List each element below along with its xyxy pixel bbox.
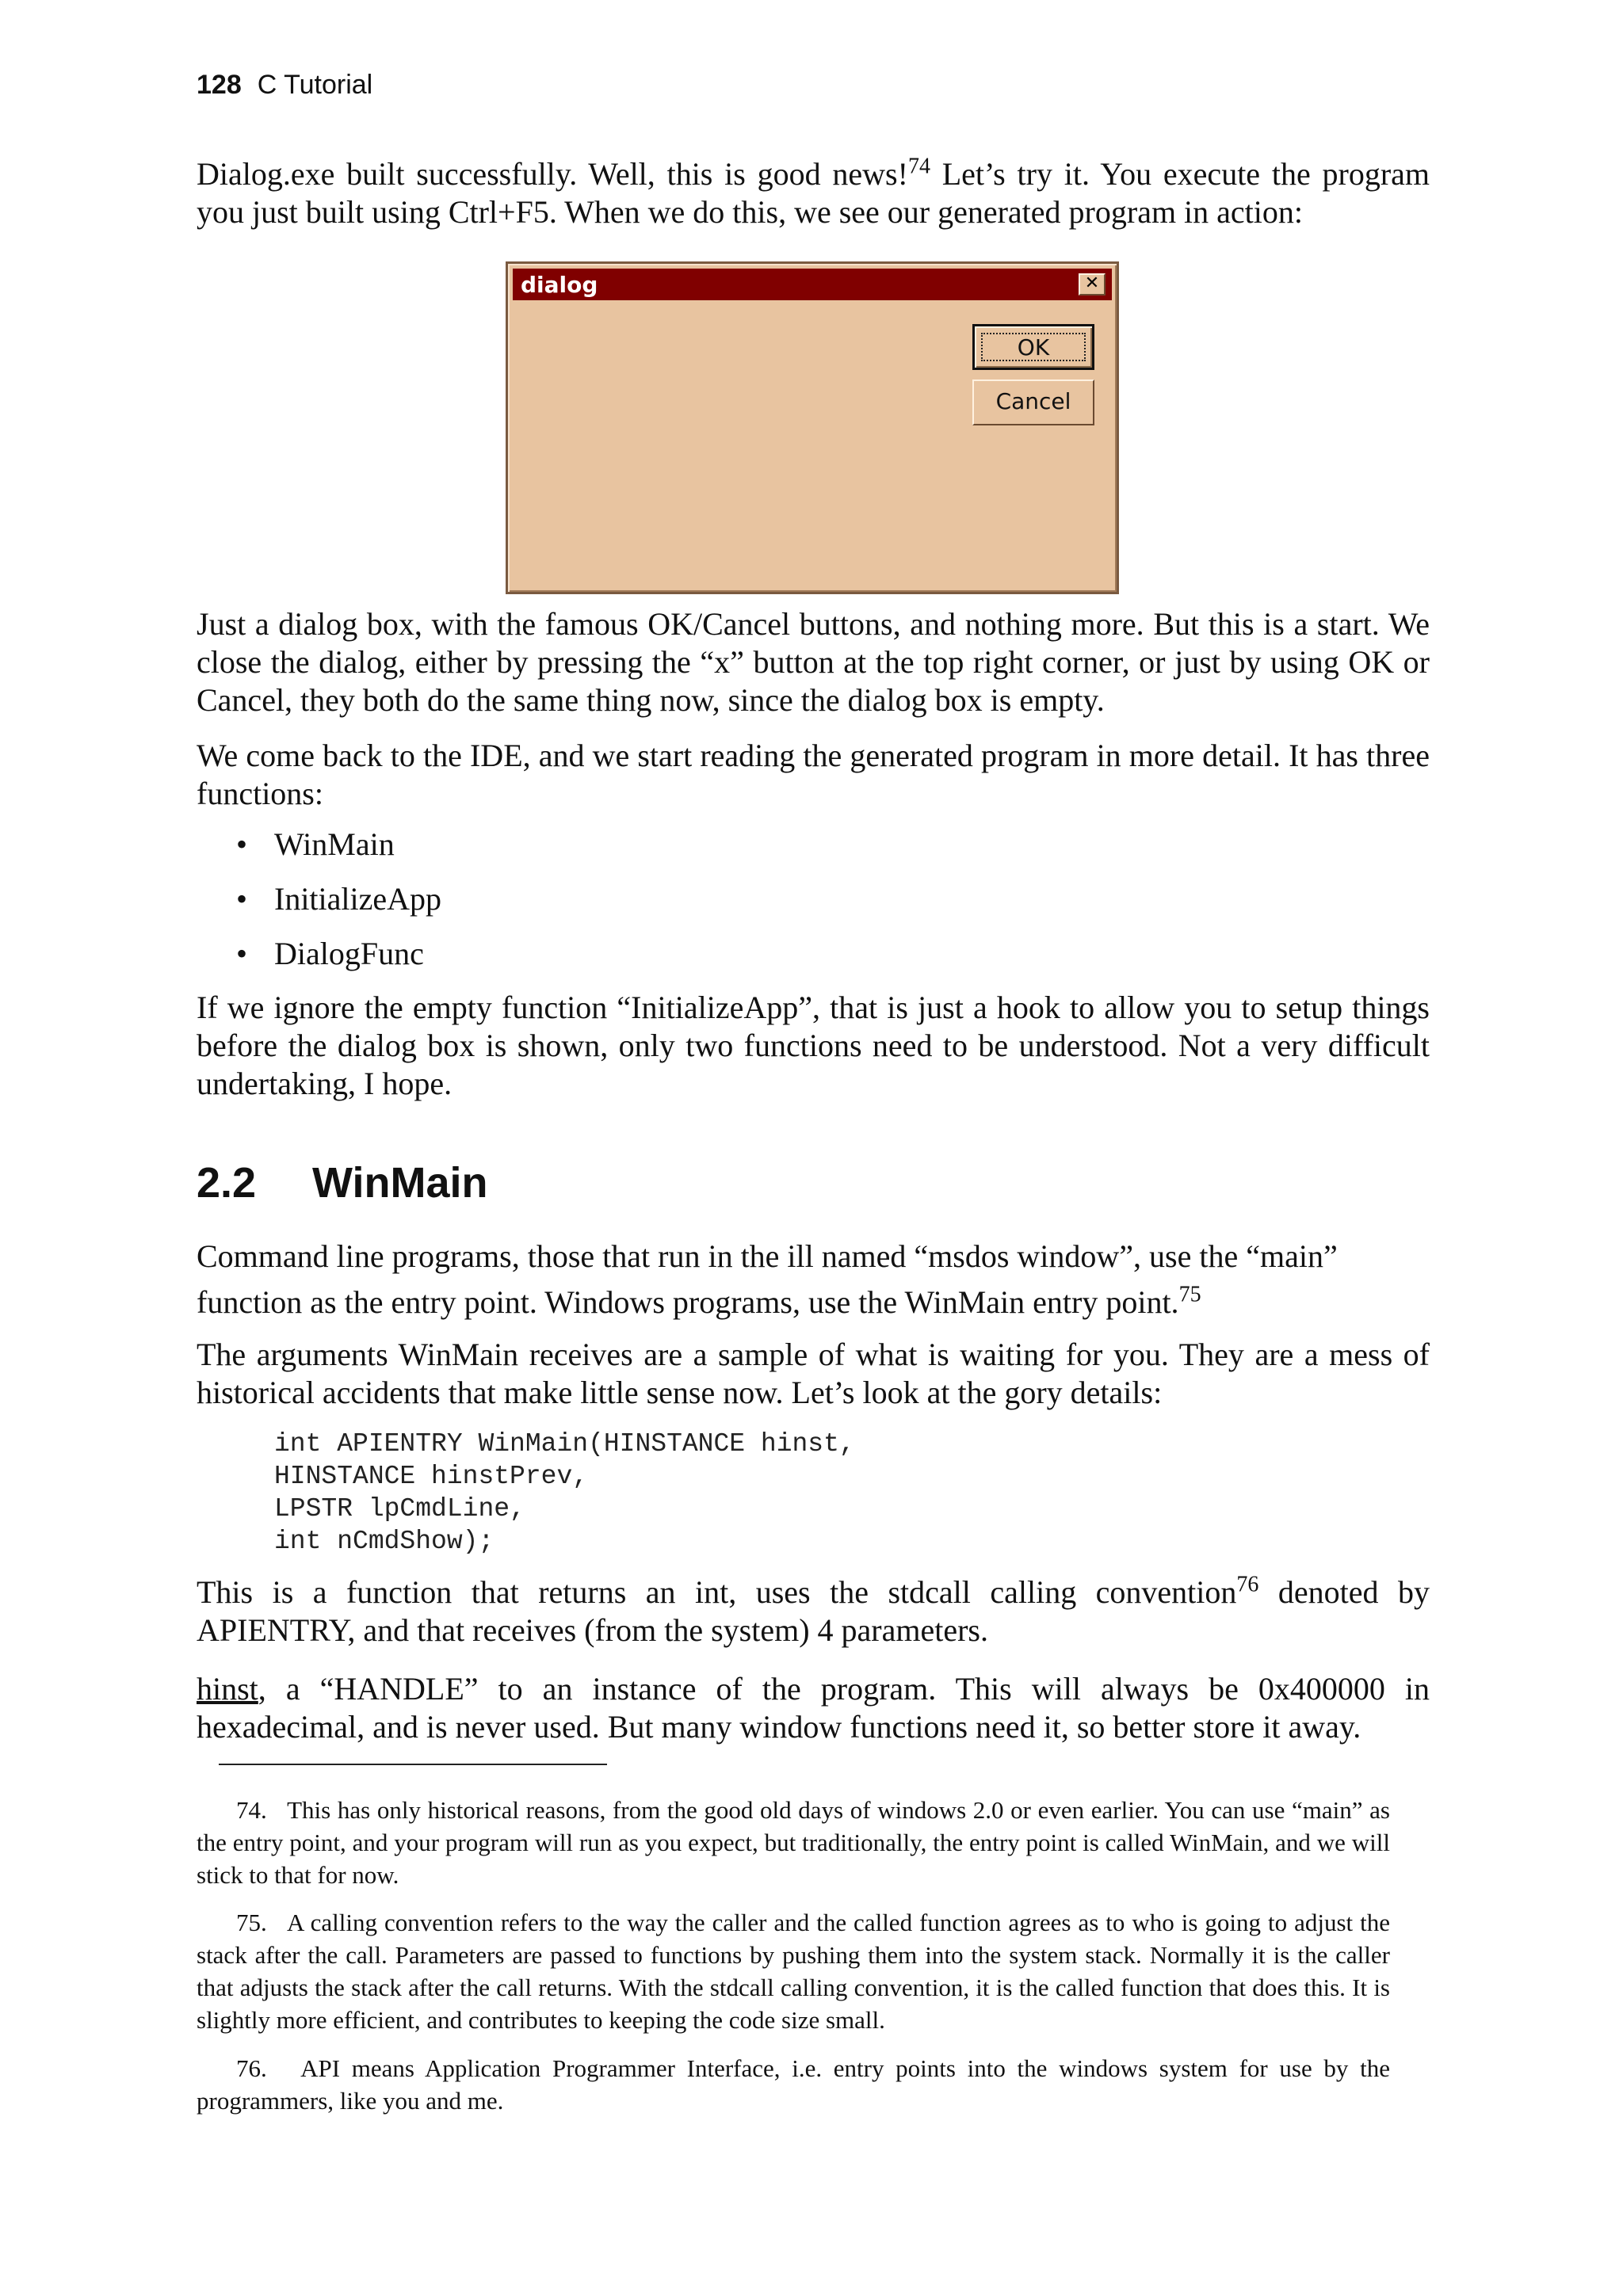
footnote-76: [197, 2052, 1390, 2117]
bullet-icon: •: [236, 936, 248, 971]
footnote-ref-74: 74: [907, 154, 930, 179]
paragraph-hinst: [197, 1670, 1430, 1746]
footnote-ref-76: 76: [1236, 1572, 1259, 1597]
footnote-text: API means Application Programmer Interface, i.e. entry points into the windows system for use by the programmers, like you and me.: [197, 2054, 1390, 2115]
paragraph-three-functions: We come back to the IDE, and we start reading the generated program in more detail. It has three functions:: [197, 738, 1430, 811]
function-list: [197, 826, 441, 990]
ok-button[interactable]: [972, 324, 1094, 370]
footnote-number: 76.: [236, 2054, 267, 2082]
running-title: C Tutorial: [257, 70, 373, 100]
footnote-text: This has only historical reasons, from the good old days of windows 2.0 or even earlier. You can use “main” as the entry point, and your program will run as you expect, but traditionally, the entry point is called WinMain, and we will stick to that for now.: [197, 1796, 1390, 1889]
section-heading: [197, 1158, 487, 1207]
paragraph-text: Dialog.exe built successfully. Well, this is good news!: [197, 156, 908, 192]
footnote-number: 75.: [236, 1909, 267, 1936]
paragraph-line: Command line programs, those that run in the ill named “msdos window”, use the “main”: [197, 1238, 1338, 1274]
close-icon[interactable]: ✕: [1079, 273, 1106, 296]
paragraph-text: function as the entry point. Windows programs, use the WinMain entry point.: [197, 1284, 1179, 1320]
list-item: [197, 826, 441, 880]
paragraph-build-success: [197, 155, 1430, 231]
dialog-titlebar: [513, 269, 1112, 300]
footnote-number: 74.: [236, 1796, 267, 1824]
dialog-window-screenshot: [506, 261, 1119, 594]
footnote-74: [197, 1794, 1390, 1891]
list-item-label: WinMain: [274, 826, 395, 862]
paragraph-line: [197, 1283, 1430, 1322]
list-item-label: InitializeApp: [274, 881, 442, 917]
paragraph-text: Let’s try it. You execute the program you just built using Ctrl+F5. When we do this, we see our generated program in action:: [197, 156, 1430, 230]
bullet-icon: •: [236, 826, 248, 862]
paragraph-initializeapp: If we ignore the empty function “InitializeApp”, that is just a hook to allow you to setup things before the dialog box is shown, only two functions need to be understood. Not a very difficult undertaking, I hope.: [197, 990, 1430, 1101]
section-number: 2.2: [197, 1159, 257, 1207]
bullet-icon: •: [236, 881, 248, 917]
list-item: [197, 880, 441, 935]
paragraph-text: , a “HANDLE” to an instance of the program. This will always be 0x400000 in hexadecimal, and is never used. But many window functions need it, so better store it away.: [197, 1671, 1430, 1745]
cancel-button[interactable]: Cancel: [972, 379, 1094, 425]
paragraph-calling-convention: [197, 1573, 1430, 1650]
section-title: WinMain: [312, 1159, 488, 1207]
footnote-ref-75: 75: [1178, 1282, 1201, 1307]
dialog-title: dialog: [521, 272, 598, 298]
list-item: [197, 935, 441, 990]
footnote-text: A calling convention refers to the way the caller and the called function agrees as to who is going to adjust the stack after the call. Parameters are passed to functions by pushing them into the system stack. Normally it is the caller that adjusts the stack after the call returns. With the stdcall calling convention, it is the called function that does this. It is slightly more efficient, and contributes to keeping the code size small.: [197, 1909, 1390, 2034]
term-hinst: hinst: [197, 1671, 258, 1707]
footnote-divider: [219, 1764, 607, 1765]
list-item-label: DialogFunc: [274, 936, 424, 971]
paragraph-text: denoted by APIENTRY, and that receives (from the system) 4 parameters.: [197, 1574, 1430, 1648]
paragraph-text: This is a function that returns an int, uses the stdcall calling convention: [197, 1574, 1237, 1610]
ok-button-label: OK: [981, 333, 1086, 361]
page-number: 128: [197, 70, 242, 100]
paragraph-entry-point: [197, 1238, 1430, 1322]
footnote-75: [197, 1906, 1390, 2036]
paragraph-dialog-description: Just a dialog box, with the famous OK/Cancel buttons, and nothing more. But this is a start. We close the dialog, either by pressing the “x” button at the top right corner, or just by using OK or Cancel, they both do the same thing now, since the dialog box is empty.: [197, 606, 1430, 718]
paragraph-arguments: The arguments WinMain receives are a sample of what is waiting for you. They are a mess of historical accidents that make little sense now. Let’s look at the gory details:: [197, 1337, 1430, 1410]
code-block: int APIENTRY WinMain(HINSTANCE hinst, HINSTANCE hinstPrev, LPSTR lpCmdLine, int nCmdShow);: [274, 1429, 855, 1556]
running-head: [197, 70, 372, 101]
